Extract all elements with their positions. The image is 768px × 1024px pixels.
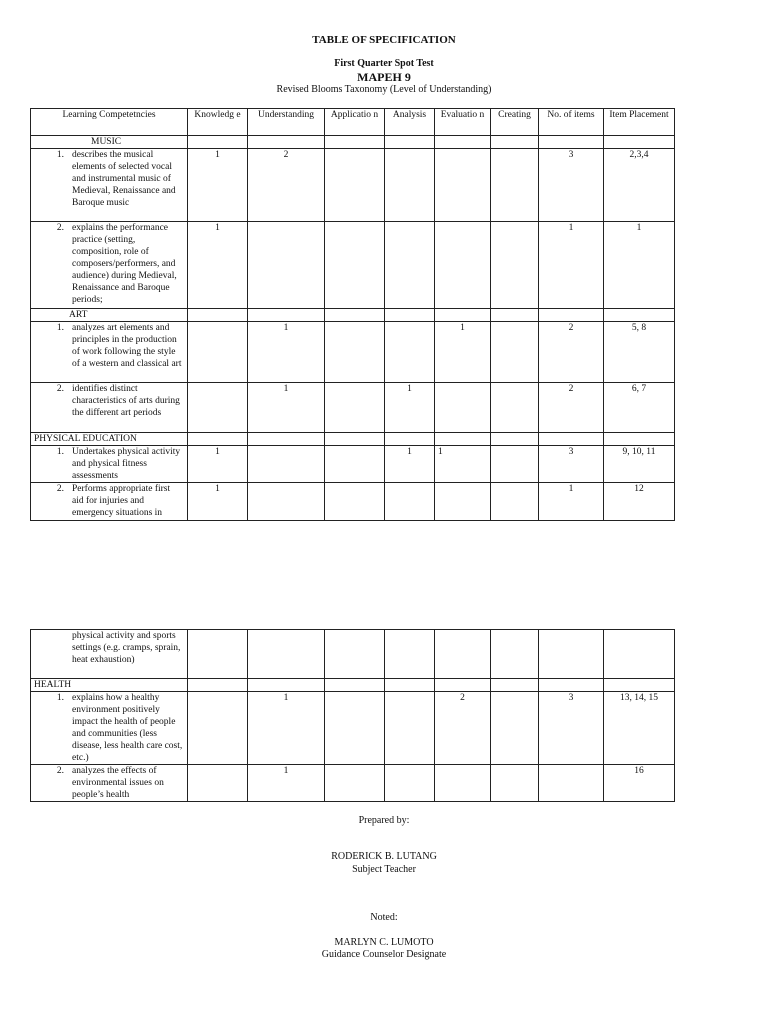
cell-placement: 12: [604, 483, 675, 521]
col-header-evaluation: Evaluatio n: [435, 109, 491, 136]
cell-evaluation: [435, 483, 491, 521]
cell-application: [325, 765, 385, 802]
section-row-music: [31, 136, 675, 149]
cell-analysis: [385, 322, 435, 383]
cell-no-items: 1: [539, 483, 604, 521]
cell-creating: [491, 692, 539, 765]
cell-application: [325, 149, 385, 222]
table-header-row: [31, 109, 675, 136]
noter-name: MARLYN C. LUMOTO: [334, 937, 434, 948]
cell-understanding: 1: [248, 322, 325, 383]
item-number: 2.: [56, 766, 64, 776]
cell-creating: [491, 149, 539, 222]
cell-understanding: 1: [248, 383, 325, 433]
cell-placement: 2,3,4: [604, 149, 675, 222]
competency-text-continued: physical activity and sports settings (e.g. cramps, sprain, heat exhaustion): [72, 631, 181, 665]
cell-evaluation: 2: [435, 692, 491, 765]
section-row-art: [31, 309, 675, 322]
competency-text: analyzes the effects of environmental issues on people’s health: [72, 766, 164, 800]
cell-understanding: 1: [248, 692, 325, 765]
cell-application: [325, 222, 385, 309]
cell-evaluation: [435, 765, 491, 802]
cell-application: [325, 692, 385, 765]
cell-creating: [491, 222, 539, 309]
specification-table-part-2: [30, 629, 675, 802]
cell-analysis: [385, 765, 435, 802]
item-number: 2.: [56, 223, 64, 233]
subject-name: MAPEH 9: [357, 70, 411, 84]
cell-evaluation: 1: [435, 446, 491, 483]
item-number: 2.: [56, 384, 64, 394]
cell-application: [325, 483, 385, 521]
cell-application: [325, 446, 385, 483]
cell-analysis: 1: [385, 383, 435, 433]
table-row: [31, 446, 675, 483]
cell-understanding: [248, 222, 325, 309]
cell-placement: 1: [604, 222, 675, 309]
cell-analysis: [385, 692, 435, 765]
cell-creating: [491, 446, 539, 483]
cell-no-items: 3: [539, 149, 604, 222]
cell-no-items: 3: [539, 692, 604, 765]
cell-knowledge: 1: [188, 222, 248, 309]
cell-analysis: 1: [385, 446, 435, 483]
table-row: [31, 149, 675, 222]
cell-knowledge: 1: [188, 149, 248, 222]
cell-knowledge: [188, 383, 248, 433]
table-row: [31, 765, 675, 802]
cell-analysis: [385, 149, 435, 222]
prepared-by-label: Prepared by:: [358, 815, 410, 826]
table-row-continued: [31, 630, 675, 679]
item-number: 2.: [56, 484, 64, 494]
item-number: 1.: [56, 693, 64, 703]
cell-placement: 5, 8: [604, 322, 675, 383]
cell-understanding: 2: [248, 149, 325, 222]
col-header-no-items: No. of items: [539, 109, 604, 136]
cell-no-items: 2: [539, 322, 604, 383]
table-row: [31, 692, 675, 765]
cell-application: [325, 383, 385, 433]
cell-knowledge: [188, 765, 248, 802]
cell-creating: [491, 322, 539, 383]
table-row: [31, 483, 675, 521]
cell-no-items: 1: [539, 222, 604, 309]
section-row-health: [31, 679, 675, 692]
table-row: [31, 383, 675, 433]
competency-text: identifies distinct characteristics of arts during the different art periods: [72, 384, 180, 418]
preparer-title: Subject Teacher: [352, 864, 416, 875]
cell-evaluation: [435, 222, 491, 309]
cell-application: [325, 322, 385, 383]
table-row: [31, 322, 675, 383]
noted-label: Noted:: [370, 912, 398, 923]
cell-analysis: [385, 483, 435, 521]
section-label-health: HEALTH: [31, 679, 188, 692]
cell-no-items: 2: [539, 383, 604, 433]
competency-text: Undertakes physical activity and physical fitness assessments: [72, 447, 181, 481]
cell-placement: 9, 10, 11: [604, 446, 675, 483]
col-header-understanding: Understanding: [248, 109, 325, 136]
cell-knowledge: [188, 692, 248, 765]
document-title: TABLE OF SPECIFICATION: [312, 34, 456, 46]
competency-text: describes the musical elements of selected vocal and instrumental music of Medieval, Renaissance and Baroque music: [72, 150, 176, 208]
cell-analysis: [385, 222, 435, 309]
section-label-pe: PHYSICAL EDUCATION: [31, 433, 188, 446]
cell-evaluation: [435, 149, 491, 222]
competency-text: explains how a healthy environment positively impact the health of people and communities (less disease, less health care cost, etc.): [72, 693, 183, 763]
preparer-name: RODERICK B. LUTANG: [331, 851, 437, 862]
item-number: 1.: [56, 323, 64, 333]
noter-title: Guidance Counselor Designate: [321, 949, 447, 960]
item-number: 1.: [56, 447, 64, 457]
competency-text: Performs appropriate first aid for injuries and emergency situations in: [72, 484, 171, 518]
item-number: 1.: [56, 150, 64, 160]
col-header-placement: Item Placement: [604, 109, 675, 136]
col-header-application: Applicatio n: [325, 109, 385, 136]
col-header-creating: Creating: [491, 109, 539, 136]
col-header-knowledge: Knowledg e: [188, 109, 248, 136]
cell-creating: [491, 483, 539, 521]
cell-knowledge: 1: [188, 483, 248, 521]
table-row: [31, 222, 675, 309]
cell-understanding: 1: [248, 765, 325, 802]
competency-text: explains the performance practice (setting, composition, role of composers/performers, and audience) during Medieval, Renaissance and Baroque periods;: [72, 223, 177, 305]
cell-evaluation: 1: [435, 322, 491, 383]
cell-creating: [491, 765, 539, 802]
competency-text: analyzes art elements and principles in the production of work following the style of a western and classical art: [72, 323, 182, 369]
cell-understanding: [248, 446, 325, 483]
cell-no-items: 3: [539, 446, 604, 483]
cell-knowledge: 1: [188, 446, 248, 483]
cell-knowledge: [188, 322, 248, 383]
cell-placement: 6, 7: [604, 383, 675, 433]
col-header-analysis: Analysis: [385, 109, 435, 136]
cell-evaluation: [435, 383, 491, 433]
specification-table-part-1: [30, 108, 675, 521]
col-header-competencies: Learning Competetncies: [31, 109, 188, 136]
cell-creating: [491, 383, 539, 433]
section-row-pe: [31, 433, 675, 446]
cell-placement: 13, 14, 15: [604, 692, 675, 765]
cell-placement: 16: [604, 765, 675, 802]
cell-no-items: [539, 765, 604, 802]
cell-understanding: [248, 483, 325, 521]
section-label-music: MUSIC: [31, 136, 188, 149]
section-label-art: ART: [31, 309, 188, 322]
test-name: First Quarter Spot Test: [334, 58, 434, 69]
taxonomy-subtitle: Revised Blooms Taxonomy (Level of Understanding): [276, 84, 492, 95]
